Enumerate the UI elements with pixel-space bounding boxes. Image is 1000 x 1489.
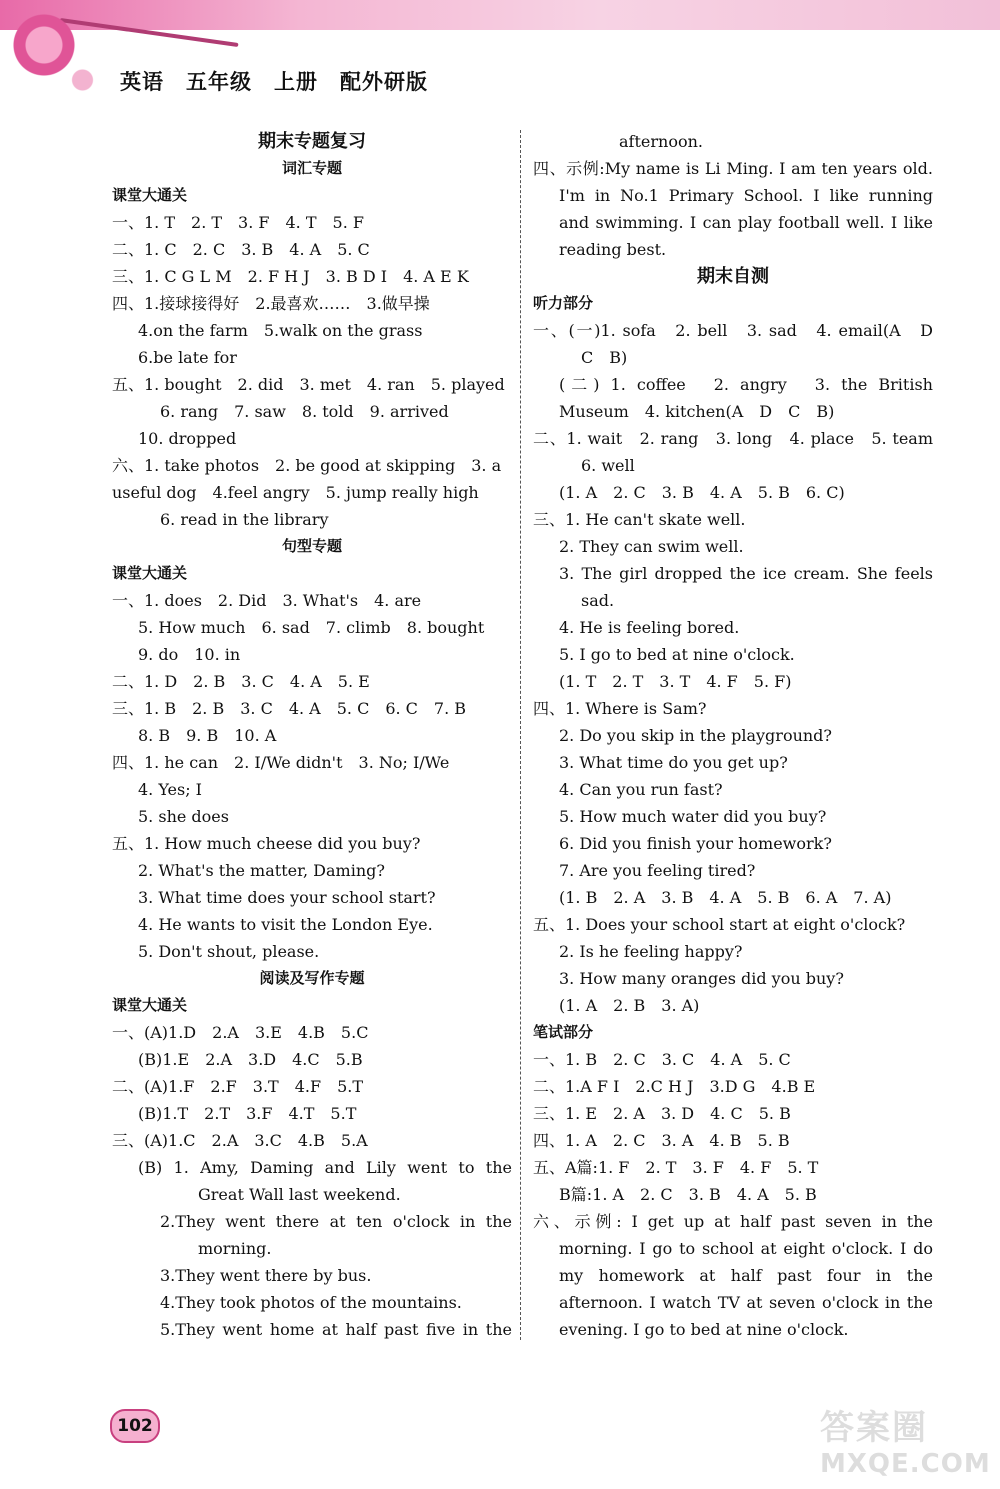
answer-line: 9. do 10. in xyxy=(138,645,241,664)
answer-line: 10. dropped xyxy=(138,429,237,448)
answer-line: 四、1. Where is Sam? xyxy=(533,699,707,718)
column-divider xyxy=(520,130,522,1340)
answer-line: (1. A 2. C 3. B 4. A 5. B 6. C) xyxy=(559,483,845,502)
answer-line: morning. I go to school at eight o'clock. I do xyxy=(559,1239,933,1258)
answer-line: 6. Did you finish your homework? xyxy=(559,834,832,853)
answer-line: 三、1. B 2. B 3. C 4. A 5. C 6. C 7. B xyxy=(112,699,467,718)
blossom-icon xyxy=(0,0,110,100)
answer-line: 四、1. A 2. C 3. A 4. B 5. B xyxy=(533,1131,790,1150)
subsection-heading: 课堂大通关 xyxy=(112,564,188,582)
section-heading: 期末专题复习 xyxy=(258,131,366,152)
answer-line: 五、1. Does your school start at eight o'clock? xyxy=(533,915,906,934)
answer-line: 3. What time do you get up? xyxy=(559,753,788,772)
page-number: 102 xyxy=(110,1409,160,1443)
answer-line: 4. Can you run fast? xyxy=(559,780,723,799)
answer-line: morning. xyxy=(198,1239,272,1258)
answer-line: 三、(A)1.C 2.A 3.C 4.B 5.A xyxy=(112,1131,368,1150)
answer-line: 二、1. wait 2. rang 3. long 4. place 5. team xyxy=(533,429,933,448)
header-banner xyxy=(0,0,1000,30)
answer-line: 3. The girl dropped the ice cream. She feels xyxy=(559,564,933,583)
answer-line: 一、1. T 2. T 3. F 4. T 5. F xyxy=(112,213,364,232)
answer-line: 3.They went there by bus. xyxy=(160,1266,372,1285)
answer-line: 4.They took photos of the mountains. xyxy=(160,1293,462,1312)
answer-line: (1. A 2. B 3. A) xyxy=(559,996,700,1015)
answer-line: 二、1. C 2. C 3. B 4. A 5. C xyxy=(112,240,370,259)
answer-line: 2. They can swim well. xyxy=(559,537,744,556)
answer-line: sad. xyxy=(581,591,615,610)
answer-line: 一、(A)1.D 2.A 3.E 4.B 5.C xyxy=(112,1023,369,1042)
answer-line: (B) 1. Amy, Daming and Lily went to the xyxy=(138,1158,512,1177)
answer-line: 5. she does xyxy=(138,807,229,826)
answer-line: 一、(一)1. sofa 2. bell 3. sad 4. email(A D xyxy=(533,321,933,340)
answer-line: 2. What's the matter, Daming? xyxy=(138,861,385,880)
section-heading: 句型专题 xyxy=(281,537,342,555)
book-title: 英语 五年级 上册 配外研版 xyxy=(120,70,428,94)
answer-line: B篇:1. A 2. C 3. B 4. A 5. B xyxy=(559,1185,817,1204)
answer-line: (二) 1. coffee 2. angry 3. the British xyxy=(559,375,933,394)
answer-line: Great Wall last weekend. xyxy=(198,1185,401,1204)
answer-line: (B)1.T 2.T 3.F 4.T 5.T xyxy=(138,1104,357,1123)
answer-line: I'm in No.1 Primary School. I like running xyxy=(559,186,933,205)
answer-line: 6. read in the library xyxy=(160,510,329,529)
answer-line: 三、1. He can't skate well. xyxy=(533,510,746,529)
answer-line: 一、1. does 2. Did 3. What's 4. are xyxy=(112,591,422,610)
answer-line: 4.on the farm 5.walk on the grass xyxy=(138,321,423,340)
answer-line: (B)1.E 2.A 3.D 4.C 5.B xyxy=(138,1050,363,1069)
answer-line: C B) xyxy=(581,348,628,367)
answer-line: 6. rang 7. saw 8. told 9. arrived xyxy=(160,402,449,421)
watermark xyxy=(820,1400,990,1480)
left-column xyxy=(112,128,512,1343)
section-heading: 期末自测 xyxy=(697,266,769,287)
answer-line: 5. How much 6. sad 7. climb 8. bought xyxy=(138,618,485,637)
answer-line: 2. Do you skip in the playground? xyxy=(559,726,832,745)
answer-line: 5.They went home at half past five in the xyxy=(160,1320,512,1339)
answer-line: 5. Don't shout, please. xyxy=(138,942,320,961)
answer-line: Museum 4. kitchen(A D C B) xyxy=(559,402,835,421)
answer-line: 五、1. bought 2. did 3. met 4. ran 5. played xyxy=(112,375,505,394)
answer-line: 二、1. D 2. B 3. C 4. A 5. E xyxy=(112,672,370,691)
answer-line: 5. How much water did you buy? xyxy=(559,807,827,826)
answer-line: my homework at half past four in the xyxy=(559,1266,933,1285)
answer-line: 8. B 9. B 10. A xyxy=(138,726,277,745)
answer-line: 6.be late for xyxy=(138,348,237,367)
subsection-heading: 课堂大通关 xyxy=(112,996,188,1014)
answer-line: 二、(A)1.F 2.F 3.T 4.F 5.T xyxy=(112,1077,364,1096)
answer-line: 六、示例: I get up at half past seven in the xyxy=(533,1212,933,1231)
section-heading: 阅读及写作专题 xyxy=(259,969,365,987)
answer-line: 4. Yes; I xyxy=(138,780,202,799)
section-heading: 词汇专题 xyxy=(281,159,342,177)
answer-line: 二、1.A F I 2.C H J 3.D G 4.B E xyxy=(533,1077,816,1096)
answer-line: reading best. xyxy=(559,240,667,259)
answer-line: 六、1. take photos 2. be good at skipping 3. a xyxy=(112,456,502,475)
answer-line: 6. well xyxy=(581,456,635,475)
answer-line: 一、1. B 2. C 3. C 4. A 5. C xyxy=(533,1050,791,1069)
answer-line: afternoon. I watch TV at seven o'clock in the xyxy=(559,1293,933,1312)
answer-line: 四、示例:My name is Li Ming. I am ten years old. xyxy=(533,159,933,178)
answer-line: 四、1.接球接得好 2.最喜欢…… 3.做早操 xyxy=(112,294,430,313)
answer-line: 2. Is he feeling happy? xyxy=(559,942,743,961)
subsection-heading: 听力部分 xyxy=(533,294,594,312)
answer-line: 三、1. C G L M 2. F H J 3. B D I 4. A E K xyxy=(112,267,469,286)
right-column xyxy=(533,128,933,1343)
answer-line: (1. B 2. A 3. B 4. A 5. B 6. A 7. A) xyxy=(559,888,892,907)
answer-line: afternoon. xyxy=(619,132,703,151)
answer-line: (1. T 2. T 3. T 4. F 5. F) xyxy=(559,672,792,691)
watermark-url: MXQE.COM xyxy=(820,1449,991,1479)
answer-line: and swimming. I can play football well. I like xyxy=(559,213,933,232)
answer-line: 2.They went there at ten o'clock in the xyxy=(160,1212,512,1231)
answer-line: evening. I go to bed at nine o'clock. xyxy=(559,1320,849,1339)
answer-line: 五、1. How much cheese did you buy? xyxy=(112,834,421,853)
answer-line: 4. He is feeling bored. xyxy=(559,618,740,637)
subsection-heading: 课堂大通关 xyxy=(112,186,188,204)
answer-line: 5. I go to bed at nine o'clock. xyxy=(559,645,795,664)
answer-line: 五、A篇:1. F 2. T 3. F 4. F 5. T xyxy=(533,1158,819,1177)
answer-line: 4. He wants to visit the London Eye. xyxy=(138,915,433,934)
answer-line: 3. What time does your school start? xyxy=(138,888,436,907)
watermark-text: 答案圈 xyxy=(820,1408,928,1448)
answer-line: 3. How many oranges did you buy? xyxy=(559,969,844,988)
answer-line: 7. Are you feeling tired? xyxy=(559,861,756,880)
answer-line: useful dog 4.feel angry 5. jump really high xyxy=(112,483,479,502)
subsection-heading: 笔试部分 xyxy=(533,1023,594,1041)
answer-line: 三、1. E 2. A 3. D 4. C 5. B xyxy=(533,1104,791,1123)
answer-line: 四、1. he can 2. I/We didn't 3. No; I/We xyxy=(112,753,450,772)
